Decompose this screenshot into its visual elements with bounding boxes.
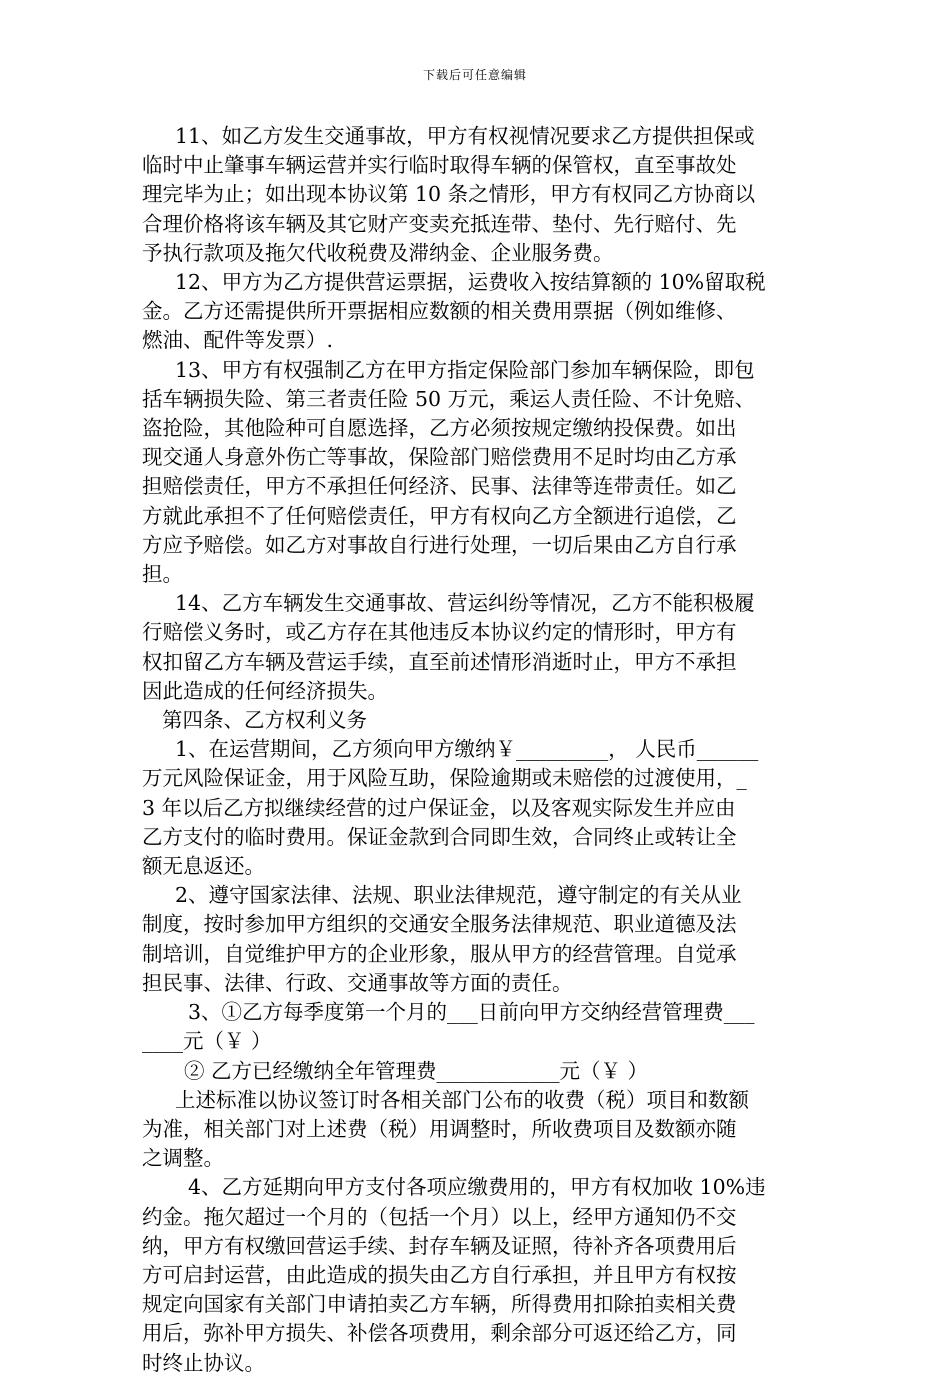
text-line: 方就此承担不了任何赔偿责任，甲方有权向乙方全额进行追偿，乙	[142, 503, 737, 528]
text-line: 3、①乙方每季度第一个月的___日前向甲方交纳经营管理费___	[188, 1000, 755, 1025]
text-line: 上述标准以协议签订时各相关部门公布的收费（税）项目和数额	[175, 1087, 749, 1112]
text-line: 11、如乙方发生交通事故，甲方有权视情况要求乙方提供担保或	[175, 124, 755, 148]
text-line: 因此造成的任何经济损失。	[142, 678, 388, 703]
text-line: 4、乙方延期向甲方支付各项应缴费用的，甲方有权加收 10%违	[188, 1175, 766, 1200]
text-line: 乙方支付的临时费用。保证金款到合同即生效，合同终止或转让全	[142, 824, 737, 849]
text-line: 制培训，自觉维护甲方的企业形象，服从甲方的经营管理。自觉承	[142, 941, 737, 966]
text-line: 方应予赔偿。如乙方对事故自行进行处理，一切后果由乙方自行承	[142, 532, 737, 557]
text-line: 13、甲方有权强制乙方在甲方指定保险部门参加车辆保险，即包	[175, 357, 755, 382]
text-line: ② 乙方已经缴纳全年管理费____________元（￥ ）	[184, 1058, 649, 1083]
text-line: 予执行款项及拖欠代收税费及滞纳金、企业服务费。	[142, 240, 614, 265]
text-line: 3 年以后乙方拟继续经营的过户保证金，以及客观实际发生并应由	[142, 795, 736, 820]
text-line: 理完毕为止；如出现本协议第 10 条之情形，甲方有权同乙方协商以	[142, 182, 756, 207]
text-line: 用后，弥补甲方损失、补偿各项费用，剩余部分可返还给乙方，同	[142, 1321, 737, 1346]
text-line: 规定向国家有关部门申请拍卖乙方车辆，所得费用扣除拍卖相关费	[142, 1292, 737, 1317]
text-line: 之调整。	[142, 1146, 224, 1171]
text-line: 盗抢险，其他险种可自愿选择，乙方必须按规定缴纳投保费。如出	[142, 416, 737, 441]
text-line: 担赔偿责任，甲方不承担任何经济、民事、法律等连带责任。如乙	[142, 474, 737, 499]
text-line: 临时中止肇事车辆运营并实行临时取得车辆的保管权，直至事故处	[142, 153, 737, 178]
page-header: 下载后可任意编辑	[422, 68, 527, 82]
text-line: 金。乙方还需提供所开票据相应数额的相关费用票据（例如维修、	[142, 299, 737, 324]
text-line: 2、遵守国家法律、法规、职业法律规范，遵守制定的有关从业	[175, 883, 742, 908]
text-line: 额无息返还。	[142, 854, 265, 879]
text-line: 行赔偿义务时，或乙方存在其他违反本协议约定的情形时，甲方有	[142, 620, 737, 645]
text-line: 14、乙方车辆发生交通事故、营运纠纷等情况，乙方不能积极履	[175, 591, 755, 616]
document-body	[142, 122, 804, 1378]
text-line: 权扣留乙方车辆及营运手续，直至前述情形消逝时止，甲方不承担	[142, 649, 737, 674]
text-line: ____元（￥ ）	[142, 1029, 272, 1054]
text-line: 合理价格将该车辆及其它财产变卖充抵连带、垫付、先行赔付、先	[142, 211, 737, 236]
text-line: 为准，相关部门对上述费（税）用调整时，所收费项目及数额亦随	[142, 1116, 737, 1141]
text-line: 万元风险保证金，用于风险互助，保险逾期或未赔偿的过渡使用，_	[142, 766, 747, 791]
text-line: 现交通人身意外伤亡等事故，保险部门赔偿费用不足时均由乙方承	[142, 445, 737, 470]
text-line: 纳，甲方有权缴回营运手续、封存车辆及证照，待补齐各项费用后	[142, 1233, 737, 1258]
text-line: 括车辆损失险、第三者责任险 50 万元，乘运人责任险、不计免赔、	[142, 386, 756, 411]
text-line: 担民事、法律、行政、交通事故等方面的责任。	[142, 970, 573, 995]
text-line: 1、在运营期间，乙方须向甲方缴纳￥_________， 人民币______	[175, 737, 759, 762]
text-line: 方可启封运营，由此造成的损失由乙方自行承担，并且甲方有权按	[142, 1262, 737, 1287]
text-line: 第四条、乙方权利义务	[162, 708, 367, 733]
text-line: 燃油、配件等发票）.	[142, 328, 334, 353]
text-line: 约金。拖欠超过一个月的（包括一个月）以上，经甲方通知仍不交	[142, 1204, 737, 1229]
text-line: 担。	[142, 562, 183, 587]
text-line: 时终止协议。	[142, 1350, 265, 1375]
text-line: 制度，按时参加甲方组织的交通安全服务法律规范、职业道德及法	[142, 912, 737, 937]
text-line: 12、甲方为乙方提供营运票据，运费收入按结算额的 10%留取税	[175, 270, 766, 295]
